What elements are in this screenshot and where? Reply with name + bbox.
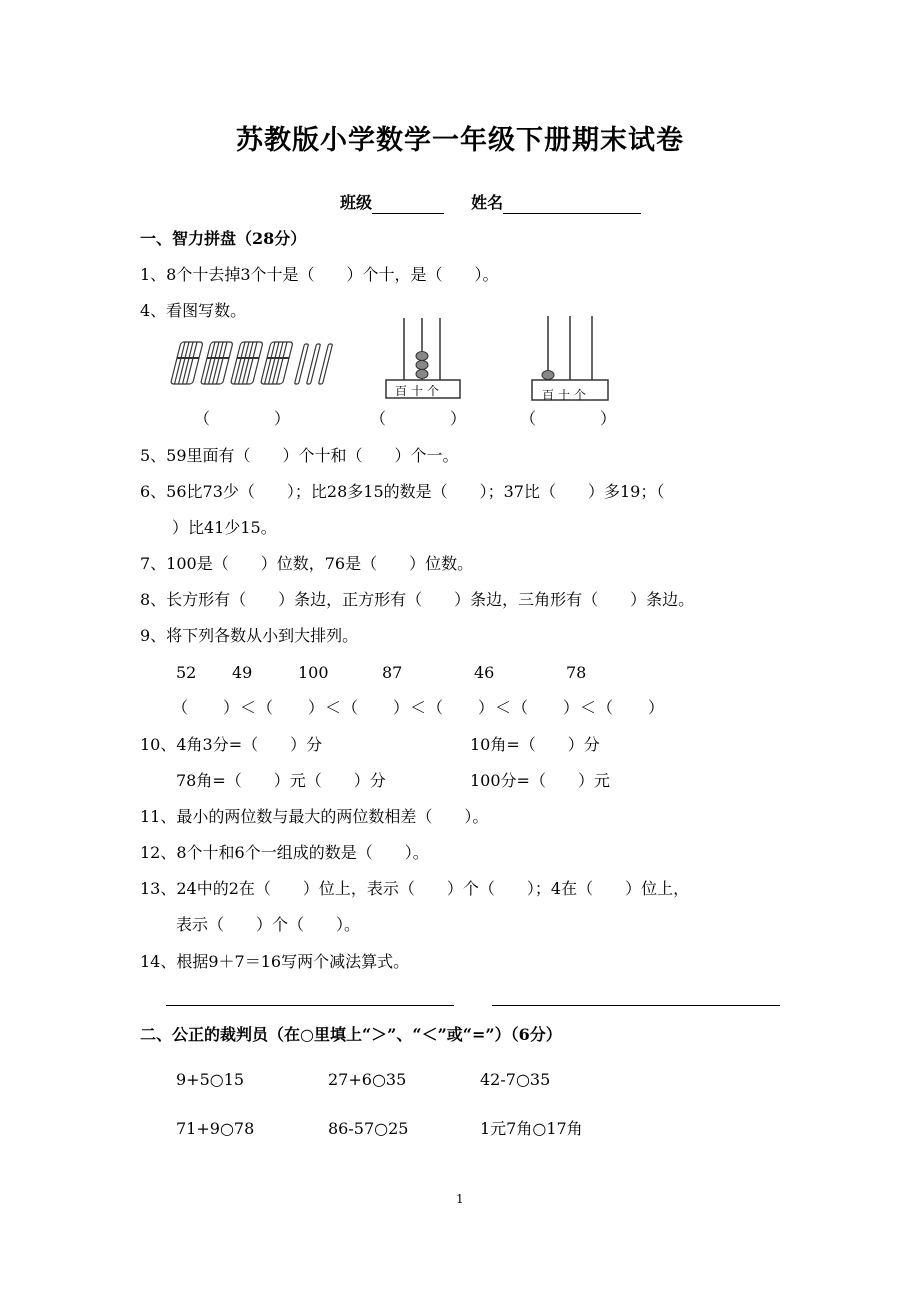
- question-10-right: 10角=（ ）分: [470, 735, 600, 754]
- question-10-left: 10、4角3分=（ ）分: [140, 735, 323, 754]
- name-label: 姓名: [471, 193, 504, 212]
- compare-item: 86-57○25: [328, 1119, 409, 1138]
- question-10-right-2: 100分=（ ）元: [470, 771, 610, 790]
- q9-number: 46: [474, 663, 495, 682]
- q9-number: 78: [566, 663, 587, 682]
- question-7: 7、100是（ ）位数，76是（ ）位数。: [140, 554, 474, 573]
- question-11: 11、最小的两位数与最大的两位数相差（ ）。: [140, 807, 489, 826]
- class-label: 班级: [340, 193, 373, 212]
- question-6-continued: ）比41少15。: [172, 518, 277, 537]
- q9-number: 100: [298, 663, 329, 682]
- q4-answer-blank-2: （ ）: [370, 409, 467, 428]
- compare-item: 71+9○78: [176, 1119, 255, 1138]
- question-6: 6、56比73少（ ）；比28多15的数是（ ）；37比（ ）多19；（: [140, 482, 665, 501]
- question-14: 14、根据9＋7＝16写两个减法算式。: [140, 952, 410, 971]
- q9-number: 49: [232, 663, 253, 682]
- abacus-label-tens: 十: [411, 384, 428, 398]
- abacus-label-ones: 个: [574, 388, 591, 402]
- name-field[interactable]: [503, 195, 641, 214]
- question-12: 12、8个十和6个一组成的数是（ ）。: [140, 843, 429, 862]
- question-10-left-2: 78角=（ ）元（ ）分: [176, 771, 386, 790]
- class-field[interactable]: [372, 195, 444, 214]
- question-5: 5、59里面有（ ）个十和（ ）个一。: [140, 446, 459, 465]
- abacus-label-tens: 十: [558, 388, 575, 402]
- compare-item: 42-7○35: [480, 1070, 551, 1089]
- abacus-1-labels: [395, 382, 443, 399]
- question-8: 8、长方形有（ ）条边，正方形有（ ）条边，三角形有（ ）条边。: [140, 590, 695, 609]
- question-13: 13、24中的2在（ ）位上，表示（ ）个（ ）；4在（ ）位上，: [140, 879, 690, 898]
- q9-number: 52: [176, 663, 197, 682]
- question-1: 1、8个十去掉3个十是（ ）个十，是（ ）。: [140, 265, 499, 284]
- question-9: 9、将下列各数从小到大排列。: [140, 626, 359, 645]
- abacus-2-labels: [542, 386, 590, 403]
- question-4: 4、看图写数。: [140, 301, 247, 320]
- compare-item: 27+6○35: [328, 1070, 407, 1089]
- q4-answer-blank-1: （ ）: [194, 409, 291, 428]
- section1-heading: 一、智力拼盘（28分）: [140, 229, 307, 248]
- page-number: 1: [456, 1192, 464, 1206]
- page-title: 苏教版小学数学一年级下册期末试卷: [236, 125, 684, 156]
- abacus-label-ones: 个: [427, 384, 444, 398]
- q4-answer-blank-3: （ ）: [520, 409, 617, 428]
- abacus-label-hundreds: 百: [542, 388, 559, 402]
- stick-bundles-image: [170, 336, 350, 388]
- section2-heading: 二、公正的裁判员（在○里填上“＞”、“＜”或“=”）（6分）: [140, 1025, 562, 1044]
- question-13-continued: 表示（ ）个（ ）。: [176, 915, 361, 934]
- abacus-label-hundreds: 百: [395, 384, 412, 398]
- answer-line-2[interactable]: [492, 1005, 780, 1006]
- compare-item: 1元7角○17角: [480, 1119, 583, 1138]
- student-info: [340, 192, 641, 214]
- answer-line-1[interactable]: [166, 1005, 454, 1006]
- compare-item: 9+5○15: [176, 1070, 245, 1089]
- q9-order-blanks: （ ）＜（ ）＜（ ）＜（ ）＜（ ）＜（ ）: [172, 698, 666, 717]
- q9-number: 87: [382, 663, 403, 682]
